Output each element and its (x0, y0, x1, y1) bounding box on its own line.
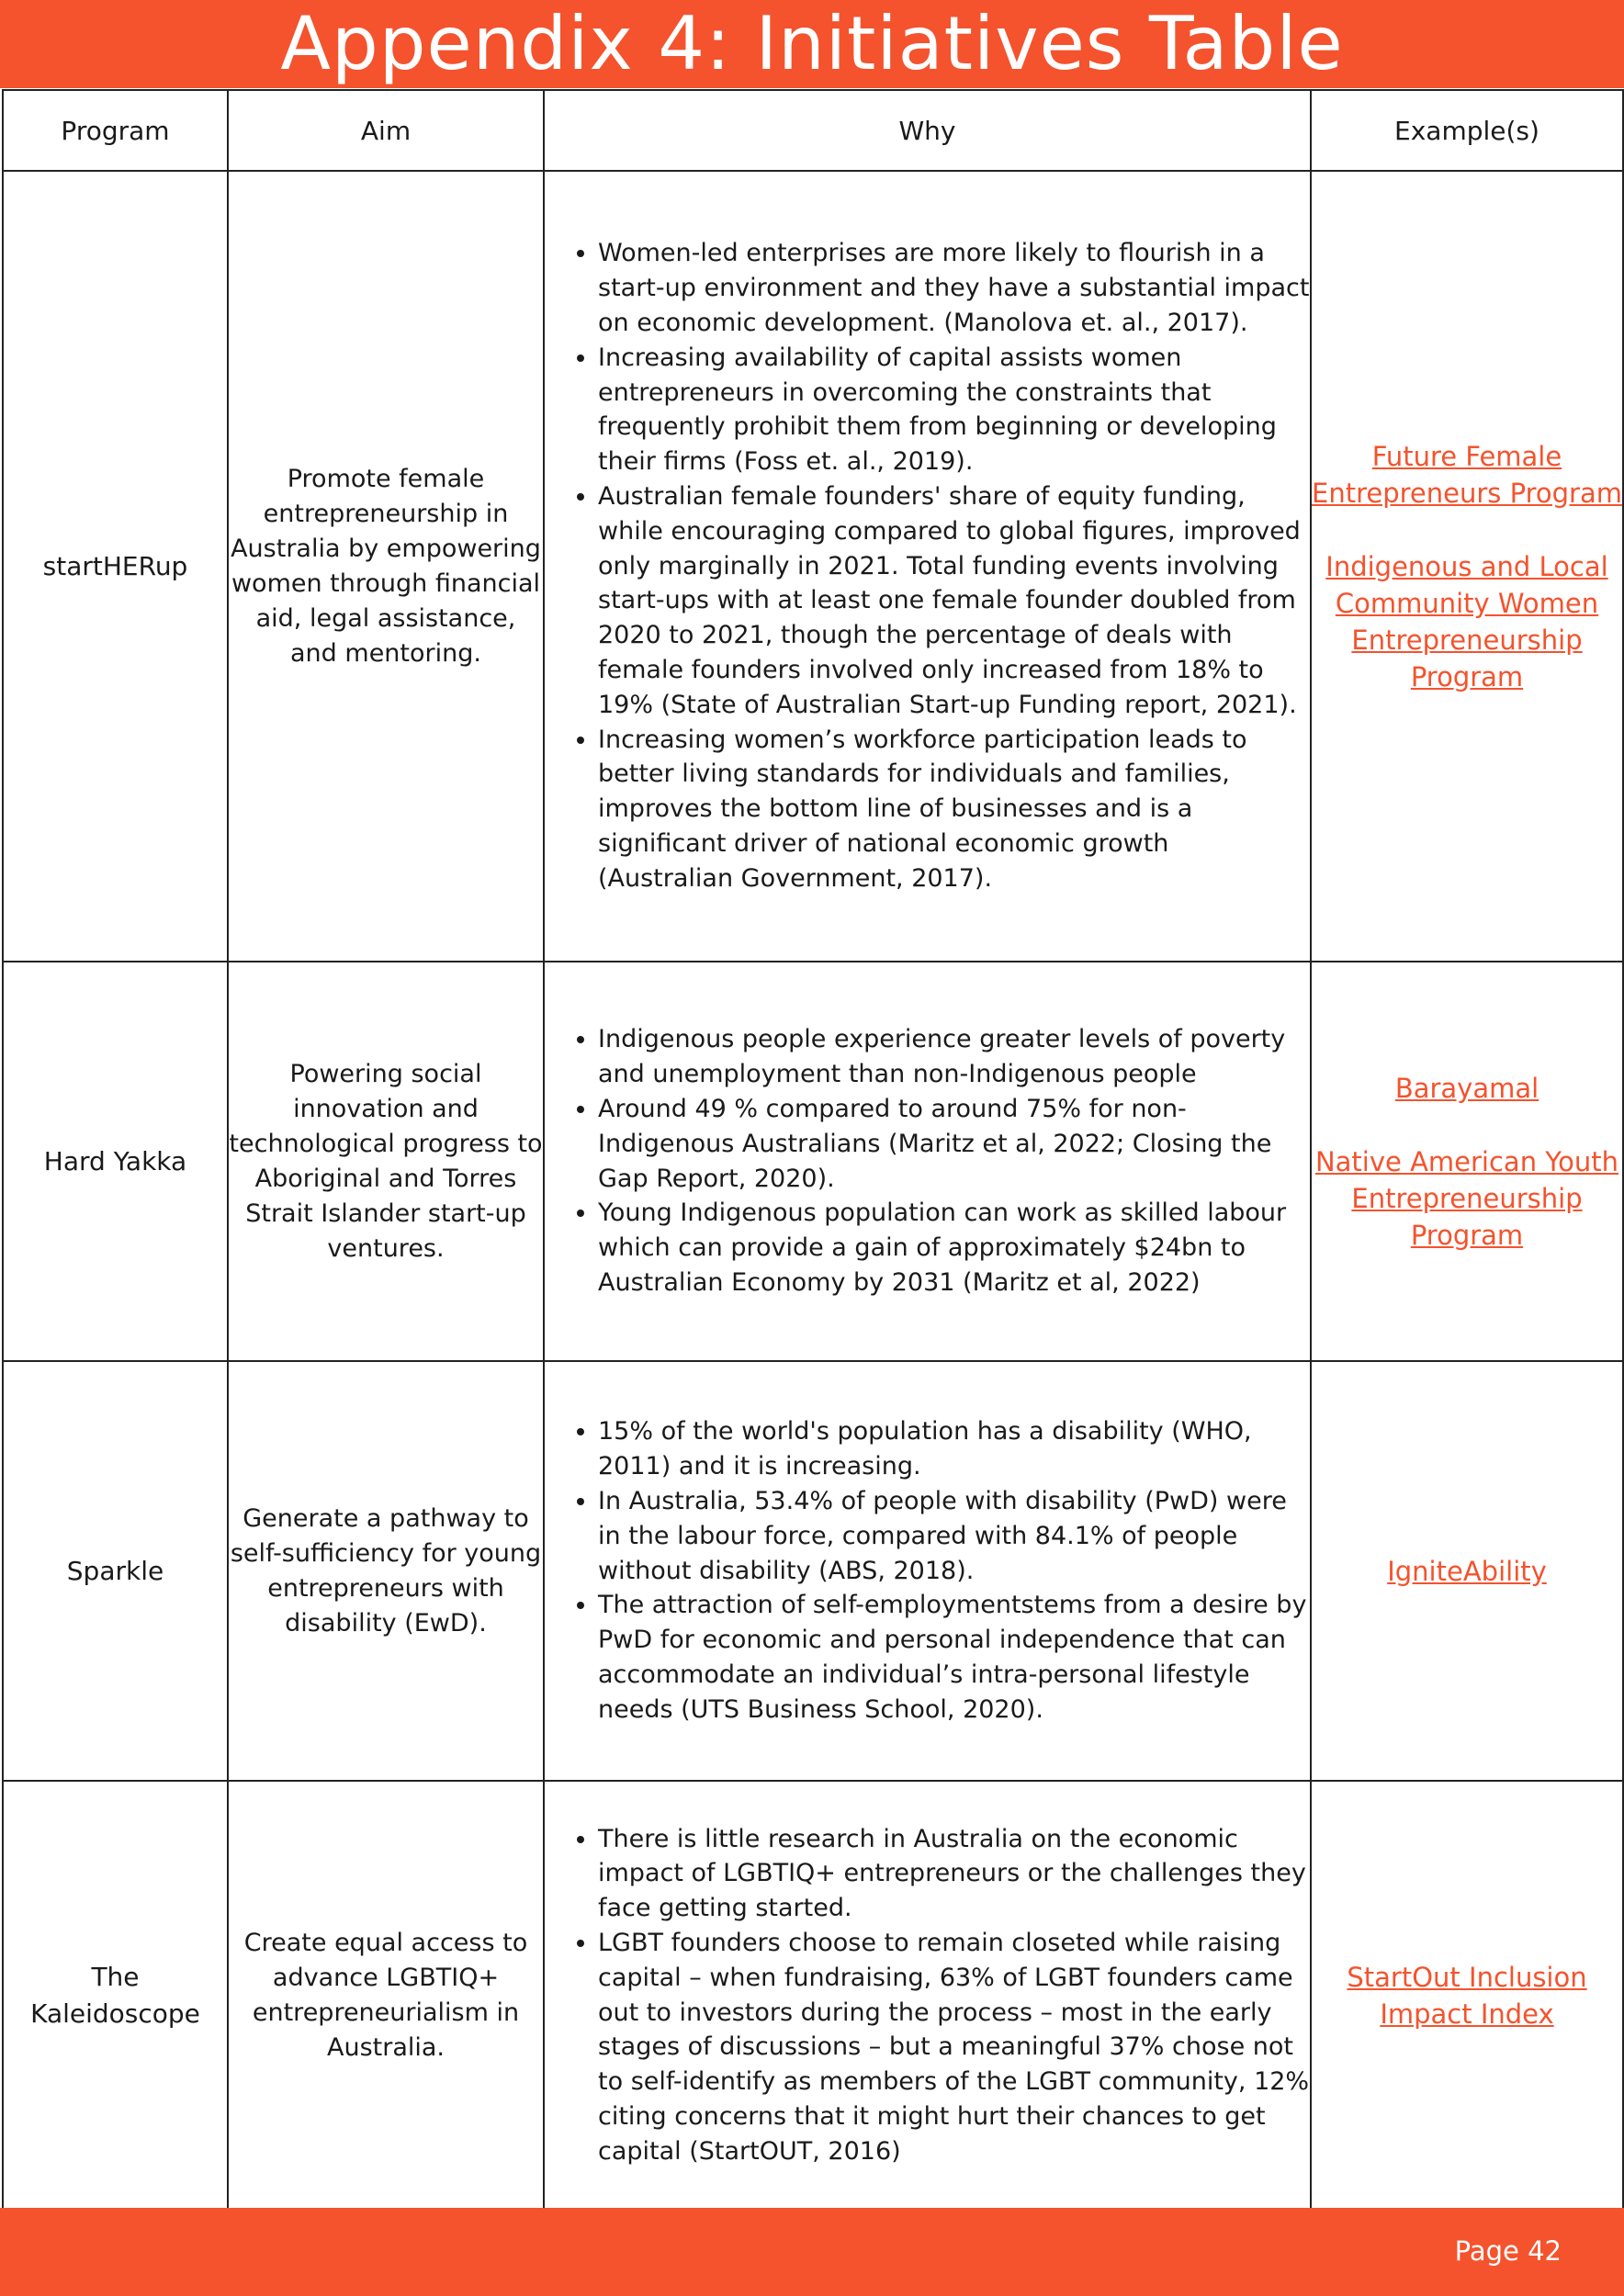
title-bar (0, 0, 1624, 88)
examples-cell (1311, 1361, 1623, 1781)
example-link[interactable]: Future Female Entrepreneurs Program (1312, 440, 1622, 509)
why-bullet: • The attraction of self-employmentstems from a desire by PwD for economic and personal independence that can accommodate an individual’s intra-personal lifestyle needs (UTS Business School, 2020). (598, 1588, 1310, 1727)
aim-cell: Promote female entrepreneurship in Australia by empowering women through financial aid, legal assistance, and mentoring. (228, 171, 544, 962)
header-examples: Example(s) (1311, 90, 1623, 171)
why-bullet: • In Australia, 53.4% of people with disability (PwD) were in the labour force, compared with 84.1% of people without disability (ABS, 2018). (598, 1484, 1310, 1588)
page-number: Page 42 (1454, 2235, 1562, 2267)
table-header-row (3, 90, 1623, 171)
example-link[interactable]: StartOut Inclusion Impact Index (1347, 1961, 1587, 2030)
why-list (545, 1414, 1310, 1727)
table-row (3, 171, 1623, 962)
header-program: Program (3, 90, 228, 171)
why-bullet: • Increasing women’s workforce participation leads to better living standards for individuals and families, improves the bottom line of businesses and is a significant driver of national economic growth (Australian Government, 2017). (598, 723, 1310, 896)
header-aim: Aim (228, 90, 544, 171)
examples-cell (1311, 962, 1623, 1361)
example-link[interactable]: Indigenous and Local Community Women Entrepreneurship Program (1325, 550, 1608, 692)
why-list (545, 1022, 1310, 1300)
why-cell (544, 171, 1311, 962)
example-link[interactable]: Barayamal (1394, 1072, 1539, 1104)
why-bullet: • There is little research in Australia on the economic impact of LGBTIQ+ entrepreneurs or the challenges they face getting started. (598, 1822, 1310, 1926)
why-bullet: • Around 49 % compared to around 75% for non-Indigenous Australians (Maritz et al, 2022; Closing the Gap Report, 2020). (598, 1092, 1310, 1196)
table-row (3, 1361, 1623, 1781)
why-list (545, 236, 1310, 895)
footer-bar (0, 2208, 1624, 2296)
program-cell: Hard Yakka (3, 962, 228, 1361)
aim-cell: Powering social innovation and technological progress to Aboriginal and Torres Strait Islander start-up ventures. (228, 962, 544, 1361)
program-cell: Sparkle (3, 1361, 228, 1781)
why-bullet: • Women-led enterprises are more likely to flourish in a start-up environment and they have a substantial impact on economic development. (Manolova et. al., 2017). (598, 236, 1310, 340)
aim-cell: Generate a pathway to self-sufficiency for young entrepreneurs with disability (EwD). (228, 1361, 544, 1781)
why-bullet: • Australian female founders' share of equity funding, while encouraging compared to global figures, improved only marginally in 2021. Total funding events involving start-ups with at least one female founder doubled from 2020 to 2021, though the percentage of deals with female founders involved only increased from 18% to 19% (State of Australian Start-up Funding report, 2021). (598, 479, 1310, 723)
example-link[interactable]: Native American Youth Entrepreneurship Program (1314, 1145, 1619, 1251)
example-link[interactable]: IgniteAbility (1387, 1555, 1547, 1587)
why-bullet: • Indigenous people experience greater levels of poverty and unemployment than non-Indigenous people (598, 1022, 1310, 1092)
page-title: Appendix 4: Initiatives Table (280, 1, 1344, 86)
table-row (3, 1781, 1623, 2210)
why-bullet: • Increasing availability of capital assists women entrepreneurs in overcoming the constraints that frequently prohibit them from beginning or developing their firms (Foss et. al., 2019). (598, 341, 1310, 479)
program-cell: startHERup (3, 171, 228, 962)
examples-cell (1311, 1781, 1623, 2210)
header-why: Why (544, 90, 1311, 171)
why-bullet: • 15% of the world's population has a disability (WHO, 2011) and it is increasing. (598, 1414, 1310, 1484)
initiatives-table (2, 89, 1624, 2211)
program-cell: The Kaleidoscope (3, 1781, 228, 2210)
table-row (3, 962, 1623, 1361)
why-cell (544, 962, 1311, 1361)
why-bullet: • Young Indigenous population can work as skilled labour which can provide a gain of approximately $24bn to Australian Economy by 2031 (Maritz et al, 2022) (598, 1196, 1310, 1300)
examples-cell (1311, 171, 1623, 962)
why-list (545, 1822, 1310, 2169)
aim-cell: Create equal access to advance LGBTIQ+ entrepreneurialism in Australia. (228, 1781, 544, 2210)
why-cell (544, 1781, 1311, 2210)
why-bullet: • LGBT founders choose to remain closeted while raising capital – when fundraising, 63% of LGBT founders came out to investors during the process – most in the early stages of discussions – but a meaningful 37% chose not to self-identify as members of the LGBT community, 12% citing concerns that it might hurt their chances to get capital (StartOUT, 2016) (598, 1926, 1310, 2169)
why-cell (544, 1361, 1311, 1781)
